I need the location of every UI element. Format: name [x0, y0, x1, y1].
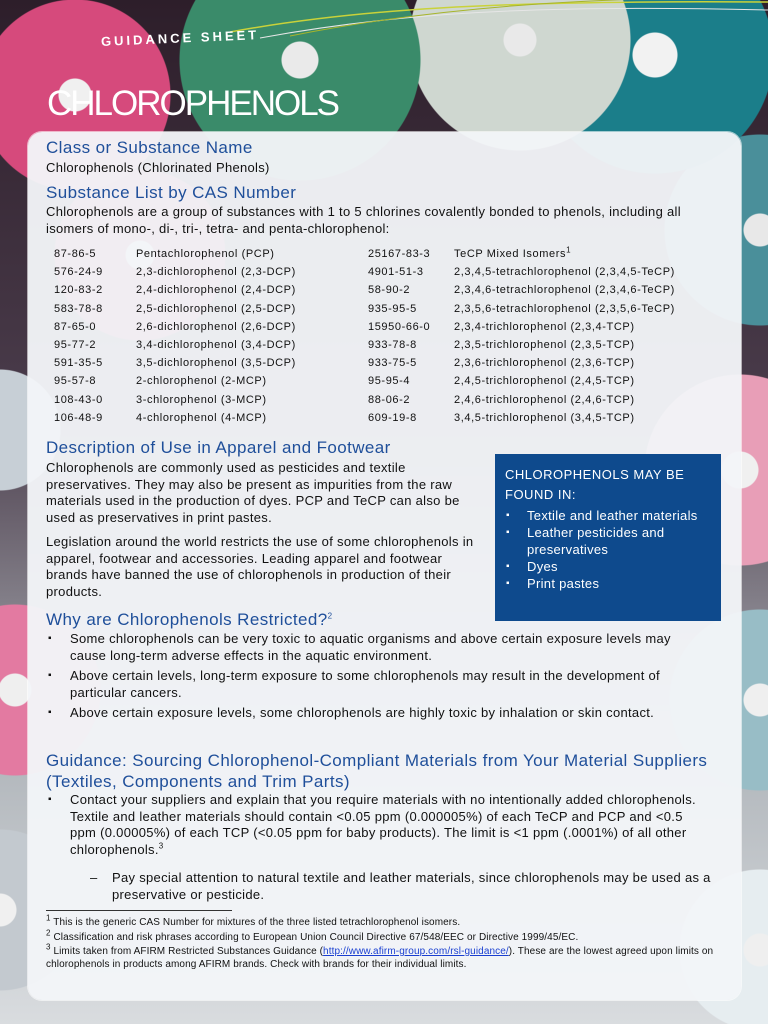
substance-name-cell — [454, 281, 734, 299]
substance-name-cell-text: 4-chlorophenol (4-MCP) — [136, 411, 267, 424]
footnote-3 — [46, 942, 726, 971]
cas-number-cell — [368, 336, 454, 354]
callout-list — [505, 507, 711, 592]
substance-name-cell-text: 2,4,5-trichlorophenol (2,4,5-TCP) — [454, 375, 635, 388]
footnote-3-text-start: Limits taken from AFIRM Restricted Substances Guidance ( — [53, 946, 324, 957]
substance-name-cell — [454, 354, 734, 372]
substance-name-cell-text: 2,3,4,5-tetrachlorophenol (2,3,4,5-TeCP) — [454, 266, 675, 279]
callout-item: ▪ Textile and leather materials — [505, 507, 711, 524]
restricted-heading — [46, 610, 332, 630]
class-heading: Class or Substance Name — [46, 138, 253, 157]
substance-name-cell-text: 2,4,6-trichlorophenol (2,4,6-TCP) — [454, 393, 635, 406]
substance-name-cell-text: 2,3,6-trichlorophenol (2,3,6-TCP) — [454, 357, 635, 370]
use-paragraph-1: Chlorophenols are commonly used as pesticides and textile preservatives. They may also be present as impurities from the raw materials used in the production of dyes. PCP and TeCP can also be used as preservatives in print pastes. — [46, 460, 460, 525]
callout-item: ▪ Print pastes — [505, 575, 711, 592]
substance-name-cell-text: TeCP Mixed Isomers — [454, 248, 567, 260]
substance-name-cell-text: 3-chlorophenol (3-MCP) — [136, 393, 267, 406]
cas-table-row — [54, 300, 734, 318]
footnote-divider — [46, 910, 232, 911]
cas-number-cell-text: 933-75-5 — [368, 357, 417, 370]
page-title: CHLOROPHENOLS — [47, 84, 339, 123]
cas-table-row — [54, 318, 734, 336]
callout-title-line-2: FOUND IN: — [505, 487, 576, 502]
substance-name-cell — [136, 391, 368, 409]
guidance-bullet-text: Contact your suppliers and explain that you require materials with no intentionally added chlorophenols. Textile and leather materials should contain <0.05 ppm (0.000005%) of each TeCP and PCP and <0.5 ppm (0.00005%) of each TCP (<0.05 ppm for baby products). The limit is <1 ppm (.0001%) of all other chlorophenols. — [70, 792, 696, 857]
cas-number-cell-text: 95-77-2 — [54, 338, 97, 351]
substance-name-cell — [454, 300, 734, 318]
footnote-number: 1 — [46, 913, 51, 923]
substance-name-cell-text: 2,3,5-trichlorophenol (2,3,5-TCP) — [454, 338, 635, 351]
guidance-heading: Guidance: Sourcing Chlorophenol-Compliant Materials from Your Material Suppliers (Textiles, Components and Trim Parts) — [46, 751, 708, 791]
cas-number-cell — [54, 391, 136, 409]
substance-name-cell — [454, 391, 734, 409]
cas-table-row — [54, 354, 734, 372]
afirm-guidance-link[interactable]: http://www.afirm-group.com/rsl-guidance/ — [323, 946, 509, 957]
restricted-heading-text: Why are Chlorophenols Restricted? — [46, 610, 328, 629]
substance-name-cell — [454, 245, 734, 263]
cas-number-cell-text: 58-90-2 — [368, 284, 411, 297]
footnote-number: 3 — [46, 942, 51, 952]
cas-number-cell — [368, 318, 454, 336]
cas-number-cell-text: 88-06-2 — [368, 393, 411, 406]
substance-name-cell — [454, 263, 734, 281]
substance-name-cell-text: 2,3,4,6-tetrachlorophenol (2,3,4,6-TeCP) — [454, 284, 675, 297]
restricted-bullet: ▪ Above certain exposure levels, some chlorophenols are highly toxic by inhalation or skin contact. — [46, 705, 706, 722]
cas-number-cell-text: 591-35-5 — [54, 357, 103, 370]
restricted-bullet: ▪ Some chlorophenols can be very toxic to aquatic organisms and above certain exposure levels may cause long-term adverse effects in the aquatic environment. — [46, 631, 706, 664]
cas-number-cell-text: 583-78-8 — [54, 302, 103, 315]
substance-name-cell — [136, 409, 368, 427]
cas-number-cell — [368, 409, 454, 427]
cas-table-row — [54, 245, 734, 263]
cas-number-cell-text: 95-57-8 — [54, 375, 97, 388]
cas-number-cell — [54, 372, 136, 390]
guidance-bullet-list — [46, 792, 710, 862]
substance-name-cell-text: 2,6-dichlorophenol (2,6-DCP) — [136, 320, 296, 333]
substance-name-cell-text: 2,3-dichlorophenol (2,3-DCP) — [136, 266, 296, 279]
cas-number-cell — [54, 245, 136, 263]
cas-number-cell — [54, 409, 136, 427]
cas-number-cell-text: 87-65-0 — [54, 320, 97, 333]
substance-name-cell — [136, 318, 368, 336]
cas-table-row — [54, 336, 734, 354]
cas-number-cell — [54, 263, 136, 281]
substance-name-cell — [454, 409, 734, 427]
decorative-swoosh-lines — [230, 0, 768, 40]
substance-name-cell-text: 3,4,5-trichlorophenol (3,4,5-TCP) — [454, 411, 635, 424]
cas-number-cell-text: 576-24-9 — [54, 266, 103, 279]
cas-number-table — [54, 245, 734, 427]
cas-number-cell-text: 108-43-0 — [54, 393, 103, 406]
content-panel — [28, 132, 741, 1000]
cas-table-row — [54, 409, 734, 427]
callout-title-line-1: CHLOROPHENOLS MAY BE — [505, 467, 685, 482]
substance-name-cell — [136, 354, 368, 372]
substance-name-cell-text: 2,3,4-trichlorophenol (2,3,4-TCP) — [454, 320, 635, 333]
footnote-3-text-end: ). These are the lowest agreed upon limits on chlorophenols in products among AFIRM brands. Check with brands for their individual limits. — [46, 946, 714, 970]
cas-number-cell — [368, 245, 454, 263]
substance-name-cell-text: 3,5-dichlorophenol (3,5-DCP) — [136, 357, 296, 370]
footnote-ref: 1 — [566, 245, 572, 255]
substance-name-cell — [136, 263, 368, 281]
use-paragraph-2: Legislation around the world restricts the use of some chlorophenols in apparel, footwear and accessories. Leading apparel and footwear brands have banned the use of chlorophenols in production of their products. — [46, 534, 474, 599]
footnote-ref: 2 — [327, 611, 333, 621]
restricted-bullet-list — [46, 631, 706, 726]
cas-number-cell — [54, 318, 136, 336]
cas-table-row — [54, 391, 734, 409]
guidance-sub-bullet: – Pay special attention to natural textile and leather materials, since chlorophenols may be used as a preservative or pesticide. — [64, 870, 728, 903]
cas-table-row — [54, 281, 734, 299]
cas-number-cell-text: 87-86-5 — [54, 248, 97, 260]
substance-name-cell — [136, 300, 368, 318]
substance-name-cell — [136, 372, 368, 390]
footnote-2-text: Classification and risk phrases according to European Union Council Directive 67/548/EEC or Directive 1999/45/EC. — [53, 931, 579, 943]
cas-number-cell — [368, 300, 454, 318]
cas-number-cell-text: 609-19-8 — [368, 411, 417, 424]
footnotes — [46, 910, 726, 971]
cas-number-cell — [54, 354, 136, 372]
found-in-callout — [495, 454, 721, 621]
cas-number-cell-text: 106-48-9 — [54, 411, 103, 424]
footnote-ref: 3 — [158, 841, 164, 851]
substance-name-cell — [136, 336, 368, 354]
footnote-number: 2 — [46, 928, 51, 938]
substance-name-cell-text: 2,5-dichlorophenol (2,5-DCP) — [136, 302, 296, 315]
cas-number-cell-text: 4901-51-3 — [368, 266, 424, 279]
cas-number-cell-text: 95-95-4 — [368, 375, 411, 388]
cas-number-cell — [54, 300, 136, 318]
substance-name-cell — [454, 336, 734, 354]
substance-name-cell — [454, 318, 734, 336]
cas-number-cell-text: 935-95-5 — [368, 302, 417, 315]
cas-table-row — [54, 372, 734, 390]
cas-number-cell-text: 15950-66-0 — [368, 320, 431, 333]
substance-name-cell — [136, 245, 368, 263]
substance-name-cell-text: Pentachlorophenol (PCP) — [136, 248, 275, 260]
substance-name-cell — [136, 281, 368, 299]
cas-number-cell — [368, 263, 454, 281]
substance-name-cell — [454, 372, 734, 390]
cas-number-cell — [368, 281, 454, 299]
guidance-bullet — [46, 792, 710, 858]
cas-table-row — [54, 263, 734, 281]
cas-number-cell — [368, 354, 454, 372]
cas-number-cell-text: 933-78-8 — [368, 338, 417, 351]
substance-name-cell-text: 2,3,5,6-tetrachlorophenol (2,3,5,6-TeCP) — [454, 302, 675, 315]
substance-name-cell-text: 2,4-dichlorophenol (2,4-DCP) — [136, 284, 296, 297]
restricted-bullet: ▪ Above certain levels, long-term exposure to some chlorophenols may result in the development of particular cancers. — [46, 668, 706, 701]
footnote-1-text: This is the generic CAS Number for mixtures of the three listed tetrachlorophenol isomers. — [53, 917, 461, 928]
cas-number-cell — [54, 281, 136, 299]
substance-name-cell-text: 3,4-dichlorophenol (3,4-DCP) — [136, 338, 296, 351]
cas-number-cell — [368, 372, 454, 390]
substance-list-intro: Chlorophenols are a group of substances with 1 to 5 chlorines covalently bonded to phenols, including all isomers of mono-, di-, tri-, tetra- and penta-chlorophenol: — [46, 204, 681, 236]
substance-name-cell-text: 2-chlorophenol (2-MCP) — [136, 375, 267, 388]
use-heading: Description of Use in Apparel and Footwear — [46, 438, 391, 457]
footnote-1 — [46, 913, 726, 930]
callout-item: ▪ Dyes — [505, 558, 711, 575]
class-name-text: Chlorophenols (Chlorinated Phenols) — [46, 160, 270, 175]
cas-number-cell-text: 120-83-2 — [54, 284, 103, 297]
guidance-sheet-label: GUIDANCE SHEET — [100, 27, 260, 49]
substance-list-heading: Substance List by CAS Number — [46, 183, 297, 202]
footnote-2 — [46, 928, 726, 945]
cas-number-cell-text: 25167-83-3 — [368, 248, 431, 260]
cas-number-cell — [368, 391, 454, 409]
cas-number-cell — [54, 336, 136, 354]
callout-item: ▪ Leather pesticides and preservatives — [505, 524, 711, 558]
